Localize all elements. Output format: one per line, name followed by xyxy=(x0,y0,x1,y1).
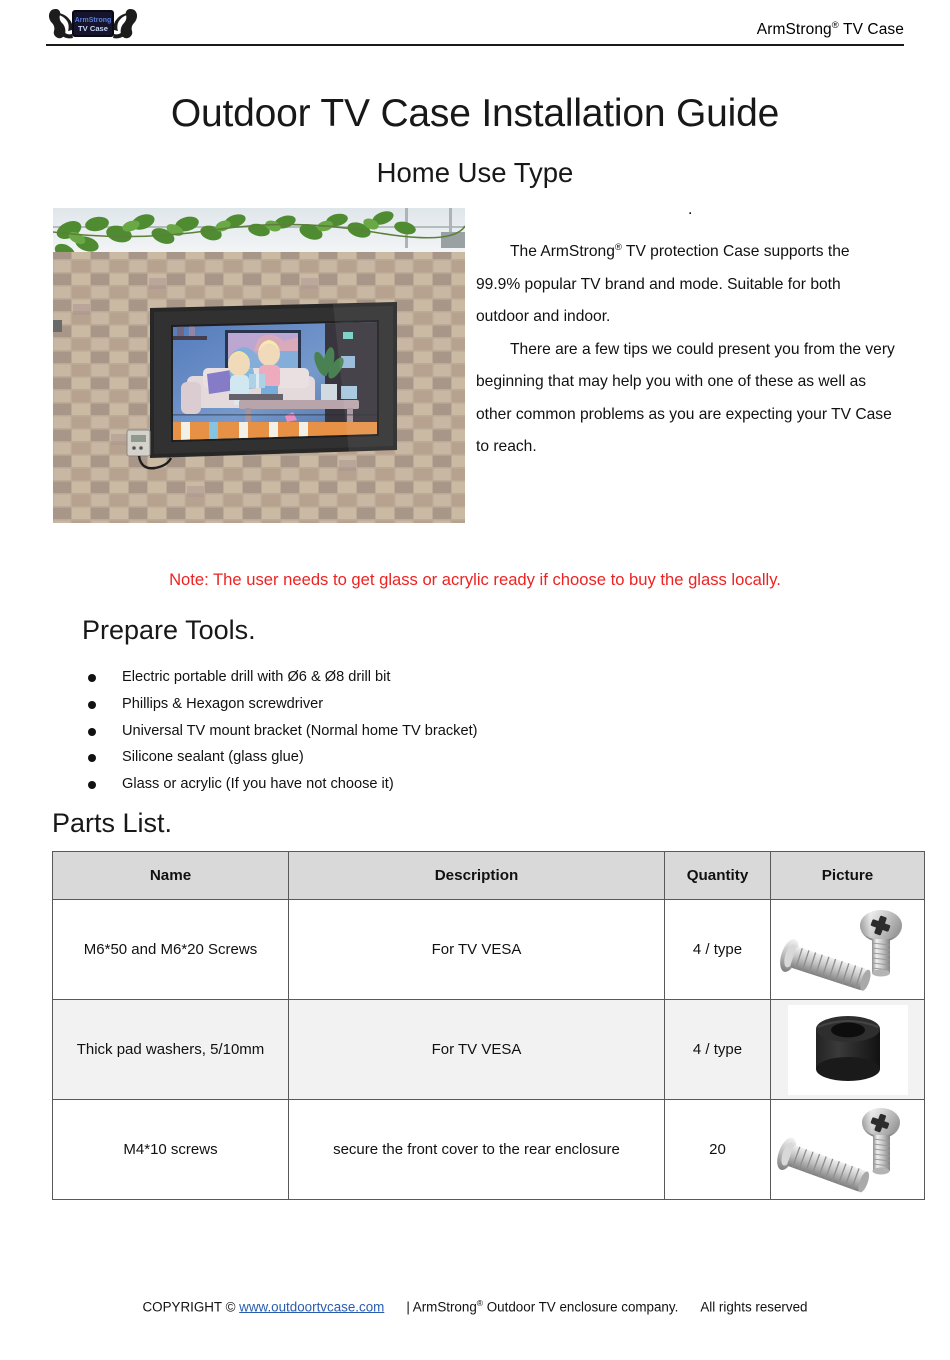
silver-screws-photo xyxy=(771,1100,924,1199)
tool-label: Phillips & Hexagon screwdriver xyxy=(122,695,324,712)
copyright-label: COPYRIGHT © xyxy=(142,1299,240,1315)
list-item xyxy=(84,691,724,718)
intro-paragraph-1 xyxy=(476,232,896,334)
page-footer xyxy=(0,1298,950,1314)
footer-company: Outdoor TV enclosure company. xyxy=(483,1299,679,1315)
tool-label: Glass or acrylic (If you have not choose it) xyxy=(122,776,394,793)
svg-text:TV Case: TV Case xyxy=(78,24,108,33)
document-subtitle: Home Use Type xyxy=(376,156,574,188)
part-name: M4*10 screws xyxy=(53,1100,289,1200)
part-name: Thick pad washers, 5/10mm xyxy=(53,1000,289,1100)
column-header-picture: Picture xyxy=(771,852,925,900)
website-link[interactable]: www.outdoortvcase.com xyxy=(239,1299,385,1315)
glass-note: Note: The user needs to get glass or acrylic ready if choose to buy the glass locally. xyxy=(169,570,781,589)
parts-list-table xyxy=(52,851,925,1200)
column-header-description: Description xyxy=(289,852,665,900)
bullet-icon xyxy=(88,728,96,736)
part-description: For TV VESA xyxy=(289,1000,665,1100)
table-row xyxy=(53,1100,925,1200)
bullet-icon xyxy=(88,781,96,789)
table-row xyxy=(53,1000,925,1100)
tool-label: Silicone sealant (glass glue) xyxy=(122,749,304,766)
registered-mark-icon: ® xyxy=(614,242,622,253)
list-item xyxy=(84,744,724,771)
tool-label: Universal TV mount bracket (Normal home TV bracket) xyxy=(122,722,478,739)
list-item xyxy=(84,718,724,745)
intro-p1-post: TV protection Case supports the 99.9% popular TV brand and mode. Suitable for both outdoor and indoor. xyxy=(476,243,850,326)
armstrong-tv-case-logo xyxy=(46,6,140,42)
stray-period: . xyxy=(688,201,693,218)
part-picture-cell xyxy=(771,1000,925,1100)
list-item xyxy=(84,664,724,691)
part-picture-cell xyxy=(771,1100,925,1200)
silver-screws-photo xyxy=(771,900,924,999)
header-brand-title xyxy=(757,20,904,39)
bullet-icon xyxy=(88,754,96,762)
header-brand-name: ArmStrong xyxy=(756,21,832,39)
intro-text-block xyxy=(476,232,896,464)
bullet-icon xyxy=(88,674,96,682)
svg-text:ArmStrong: ArmStrong xyxy=(74,17,112,24)
prepare-tools-list xyxy=(84,664,724,798)
part-description: secure the front cover to the rear enclosure xyxy=(289,1100,665,1200)
table-body xyxy=(53,900,925,1200)
list-item xyxy=(84,771,724,798)
intro-p1-pre: The ArmStrong xyxy=(510,243,615,261)
black-rubber-washer-photo xyxy=(771,1000,924,1099)
part-description: For TV VESA xyxy=(289,900,665,1000)
parts-list-heading: Parts List. xyxy=(52,808,173,838)
table-header-row xyxy=(53,852,925,900)
registered-mark-icon: ® xyxy=(476,1298,484,1308)
table-row xyxy=(53,900,925,1000)
part-quantity: 4 / type xyxy=(665,1000,771,1100)
footer-separator: | ArmStrong xyxy=(406,1299,477,1315)
part-quantity: 4 / type xyxy=(665,900,771,1000)
column-header-name: Name xyxy=(53,852,289,900)
header-divider xyxy=(46,44,904,46)
document-title: Outdoor TV Case Installation Guide xyxy=(170,92,780,136)
page-header xyxy=(46,6,904,46)
column-header-quantity: Quantity xyxy=(665,852,771,900)
tool-label: Electric portable drill with Ø6 & Ø8 drill bit xyxy=(122,669,391,685)
prepare-tools-heading: Prepare Tools. xyxy=(82,615,256,645)
part-quantity: 20 xyxy=(665,1100,771,1200)
bullet-icon xyxy=(88,701,96,709)
registered-mark-icon: ® xyxy=(831,20,839,31)
table-header xyxy=(53,852,925,900)
intro-paragraph-2: There are a few tips we could present you from the very beginning that may help you with one of these as well as other common problems as you are expecting your TV Case to reach. xyxy=(476,340,895,456)
hero-product-photo xyxy=(53,208,465,523)
part-picture-cell xyxy=(771,900,925,1000)
header-brand-tail: TV Case xyxy=(838,21,904,39)
footer-rights: All rights reserved xyxy=(700,1299,808,1315)
part-name: M6*50 and M6*20 Screws xyxy=(53,900,289,1000)
